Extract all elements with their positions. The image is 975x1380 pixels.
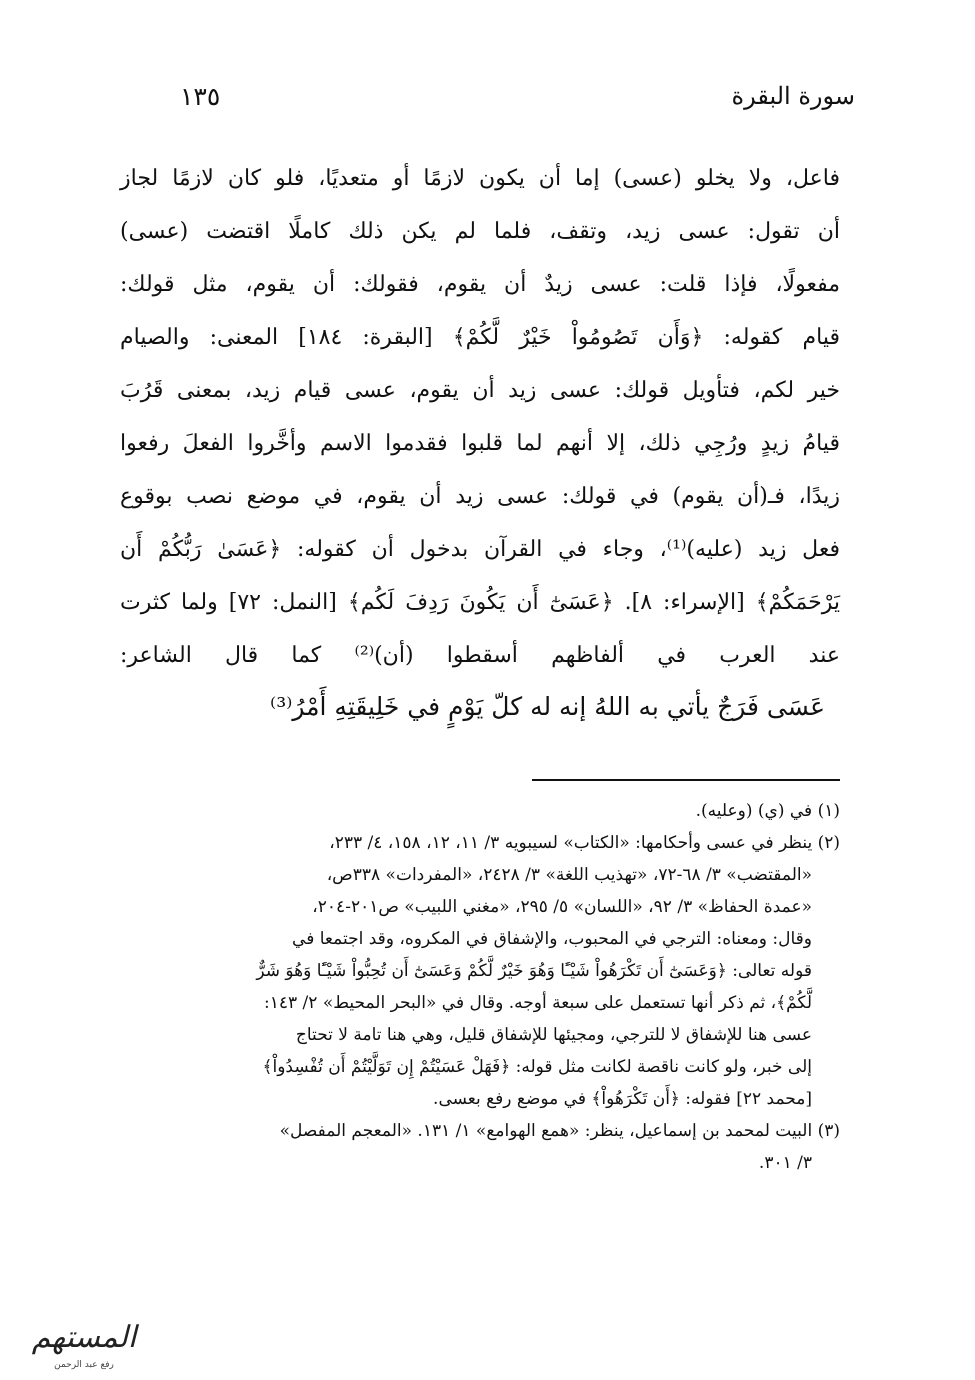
text-line: عند العرب في ألفاظهم أسقطوا (أن)⁽²⁾ كما قال الشاعر:: [120, 643, 840, 668]
text-line: أن تقول: عسى زيد، وتقف، فلما لم يكن ذلك كاملًا اقتضت (عسى): [120, 219, 840, 244]
text-line: فعل زيد (عليه)⁽¹⁾، وجاء في القرآن بدخول أن كقوله: ﴿عَسَىٰ رَبُّكُمْ أَن: [120, 537, 840, 562]
footnote-line: لَّكُمْ﴾، ثم ذكر أنها تستعمل على سبعة أوجه. وقال في «البحر المحيط» ٢/ ١٤٣:: [264, 993, 812, 1013]
footnote-3: (٣) البيت لمحمد بن إسماعيل، ينظر: «همع الهوامع» ١/ ١٣١. «المعجم المفصل»: [279, 1121, 840, 1141]
footnote-line: إلى خبر، ولو كانت ناقصة لكانت مثل قوله: ﴿فَهَلْ عَسَيْتُمْ إِن تَوَلَّيْتُمْ أَن تُفْسِدُواْ﴾: [262, 1057, 812, 1077]
footnote-1: (١) في (ي) (وعليه).: [695, 801, 840, 821]
footnote-line: ٣/ ٣٠١.: [758, 1153, 812, 1173]
footnote-line: [محمد ٢٢] فقوله: ﴿أَن تَكْرَهُواْ﴾ في موضع رفع بعسى.: [433, 1089, 812, 1109]
footnotes: [120, 795, 840, 1179]
footnote-2: (٢) ينظر في عسى وأحكامها: «الكتاب» لسيبويه ٣/ ١١، ١٢، ١٥٨، ٤/ ٢٣٣،: [329, 833, 840, 853]
footnote-separator: [532, 779, 840, 781]
publisher-logo: [14, 1305, 154, 1375]
page-number: ١٣٥: [180, 82, 221, 111]
svg-text:رفع عبد الرحمن: رفع عبد الرحمن: [54, 1360, 114, 1370]
footnote-line: «عمدة الحفاظ» ٣/ ٩٢، «اللسان» ٥/ ٢٩٥، «مغني اللبيب» ص٢٠١-٢٠٤،: [312, 897, 812, 917]
footnote-line: عسى هنا للإشفاق لا للترجي، ومجيئها للإشفاق قليل، وهي هنا تامة لا تحتاج: [295, 1025, 812, 1045]
text-line: زيدًا، فـ(أن يقوم) في قولك: عسى زيد أن يقوم، في موضع نصب بوقوع: [120, 484, 840, 509]
text-line: قيامُ زيدٍ ورُجِي ذلك، إلا أنهم لما قلبوا فقدموا الاسم وأخَّروا الفعلَ رفعوا: [120, 431, 840, 456]
text-line: خير لكم، فتأويل قولك: عسى زيد أن يقوم، عسى قيام زيد، بمعنى قَرُبَ: [120, 378, 840, 403]
text-line: مفعولًا، فإذا قلت: عسى زيدٌ أن يقوم، فقولك: أن يقوم، مثل قولك:: [120, 272, 840, 297]
text-line: قيام كقوله: ﴿وَأَن تَصُومُواْ خَيْرٌ لَّكُمْ﴾ [البقرة: ١٨٤] المعنى: والصيام: [120, 325, 840, 350]
footnote-line: قوله تعالى: ﴿وَعَسَىٰٓ أَن تَكْرَهُواْ شَيْـًٔا وَهُوَ خَيْرٌ لَّكُمْ وَعَسَىٰٓ أَن تُحِبُّواْ شَيْـًٔا وَهُوَ شَرٌّ: [256, 961, 812, 981]
footnote-line: «المقتضب» ٣/ ٦٨-٧٢، «تهذيب اللغة» ٣/ ٢٤٢٨، «المفردات» ٣٣٨ص،: [326, 865, 812, 885]
surah-title: سورة البقرة: [731, 82, 855, 110]
svg-text:المستهم: المستهم: [31, 1320, 137, 1355]
main-text: [120, 152, 840, 682]
footnote-line: وقال: ومعناه: الترجي في المحبوب، والإشفاق في المكروه، وقد اجتمعا في: [292, 929, 812, 949]
verse-text: عَسَى فَرَجٌ يأتي به اللهُ إنه له كلّ يَوْمٍ في خَلِيقَتِهِ أَمْرُ⁽³⁾: [270, 692, 825, 721]
text-line: فاعل، ولا يخلو (عسى) إما أن يكون لازمًا أو متعديًا، فلو كان لازمًا لجاز: [120, 166, 840, 191]
poetry-verse: [135, 682, 825, 732]
page-header: [120, 82, 855, 122]
text-line: يَرْحَمَكُمْ﴾ [الإسراء: ٨]. ﴿عَسَىٰٓ أَن يَكُونَ رَدِفَ لَكُم﴾ [النمل: ٧٢] ولما كثرت: [120, 590, 841, 615]
